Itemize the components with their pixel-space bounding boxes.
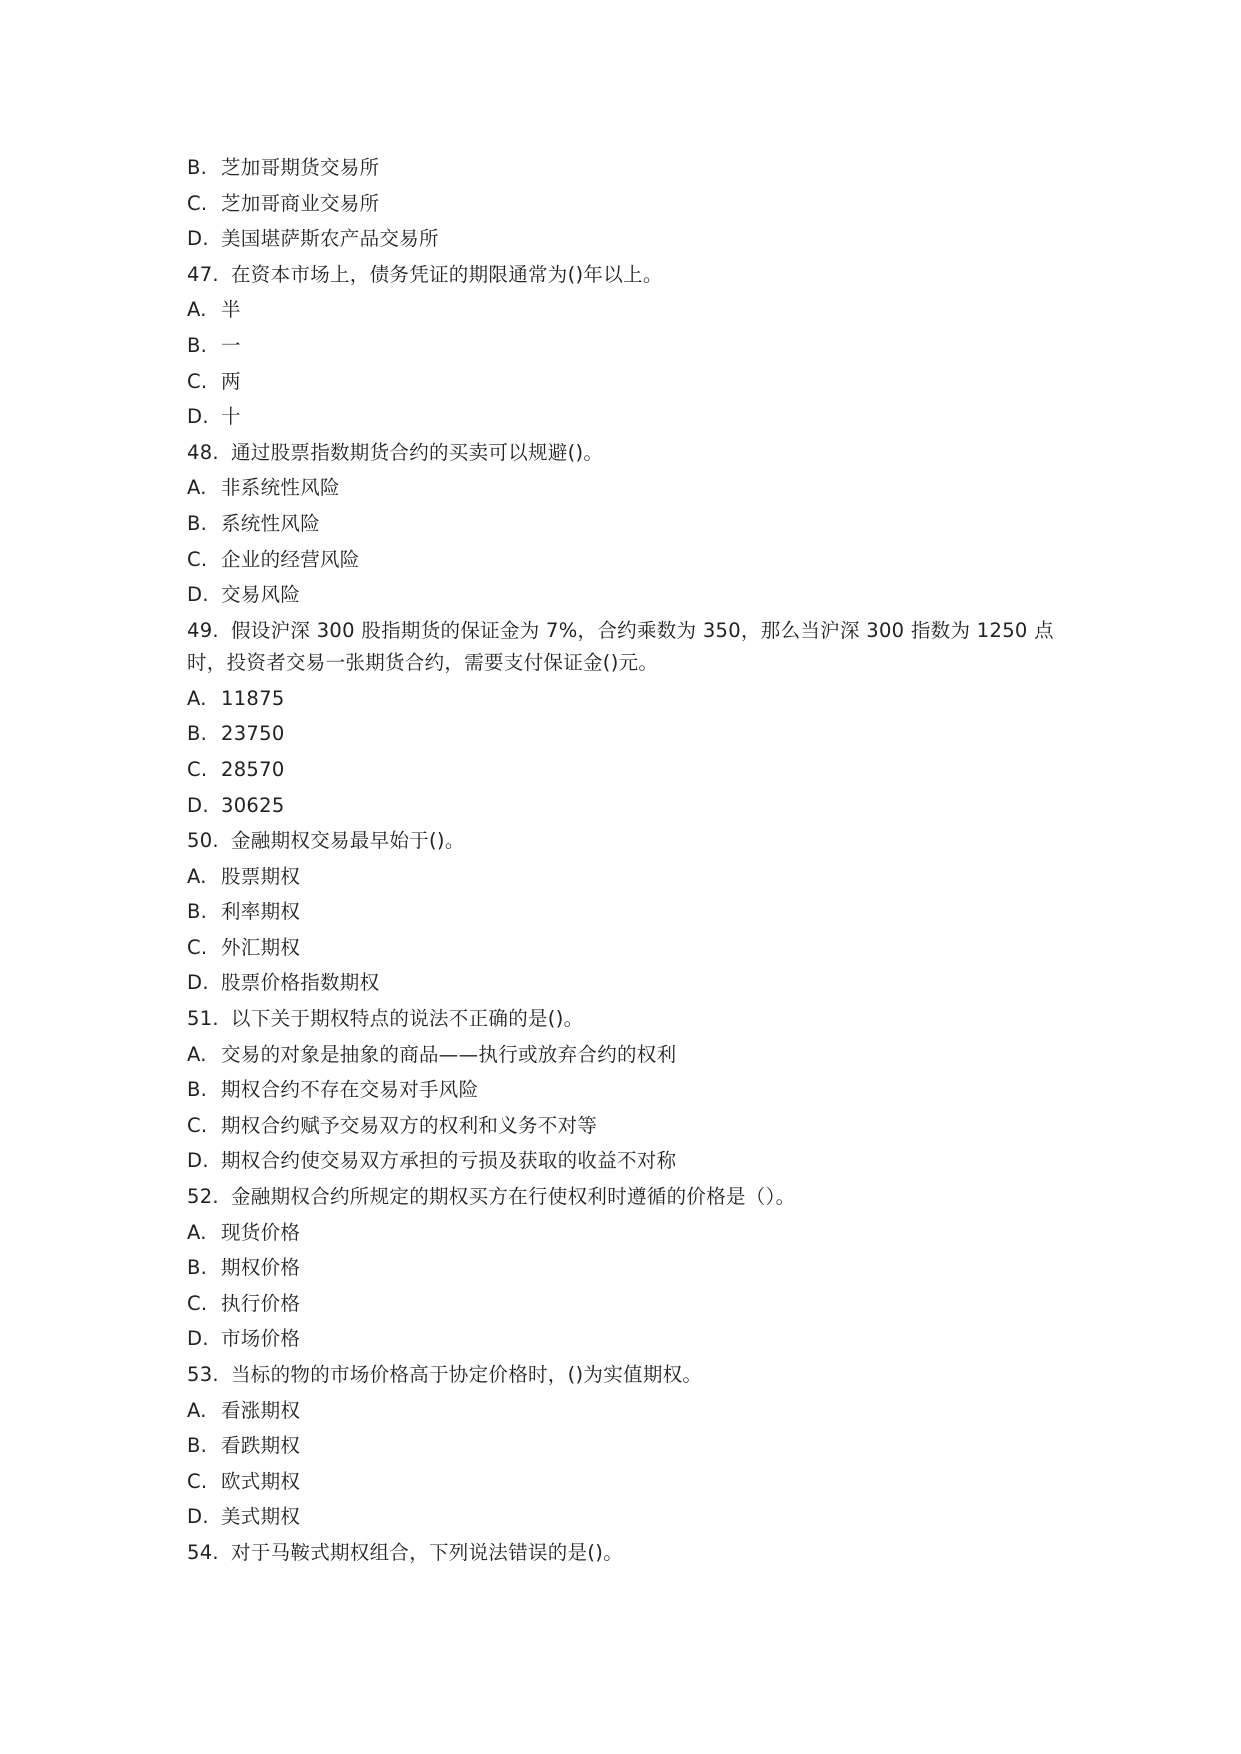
question-number: 49. xyxy=(187,618,219,642)
option-label: B. xyxy=(187,1256,208,1280)
option-label: D. xyxy=(187,1327,209,1351)
option-label: C. xyxy=(187,1469,208,1493)
option-text: 非系统性风险 xyxy=(221,476,340,500)
option-label: B. xyxy=(187,511,208,535)
option-line xyxy=(187,752,1067,788)
option-label: C. xyxy=(187,191,208,215)
option-text: 现货价格 xyxy=(221,1220,301,1244)
question-text: 当标的物的市场价格高于协定价格时，()为实值期权。 xyxy=(231,1363,703,1386)
option-text: 期权合约赋予交易双方的权利和义务不对等 xyxy=(221,1113,598,1137)
option-label: D. xyxy=(187,227,209,251)
option-line xyxy=(187,1321,1067,1357)
option-line xyxy=(187,894,1067,930)
option-line xyxy=(187,1286,1067,1322)
option-line xyxy=(187,150,1067,186)
question-text: 假设沪深 300 股指期货的保证金为 7%，合约乘数为 350，那么当沪深 300 指数为 1250 点时，投资者交易一张期货合约，需要支付保证金()元。 xyxy=(187,618,1054,674)
option-text: 芝加哥商业交易所 xyxy=(221,191,380,215)
question-text: 金融期权合约所规定的期权买方在行使权利时遵循的价格是（）。 xyxy=(231,1185,796,1209)
question-number: 53. xyxy=(187,1363,219,1386)
option-text: 芝加哥期货交易所 xyxy=(221,156,380,179)
option-line xyxy=(187,1499,1067,1535)
question-text: 对于马鞍式期权组合，下列说法错误的是()。 xyxy=(231,1540,624,1564)
question-line xyxy=(187,613,1067,681)
question-line xyxy=(187,1179,1067,1215)
option-text: 股票价格指数期权 xyxy=(221,971,380,995)
option-line xyxy=(187,681,1067,717)
option-label: A. xyxy=(187,1042,207,1066)
question-number: 47. xyxy=(187,262,219,286)
option-text: 市场价格 xyxy=(221,1327,301,1351)
option-label: B. xyxy=(187,900,208,924)
option-text: 期权价格 xyxy=(221,1256,301,1280)
option-text: 看涨期权 xyxy=(221,1398,301,1422)
option-line xyxy=(187,399,1067,435)
option-label: D. xyxy=(187,1505,209,1529)
option-label: A. xyxy=(187,686,207,710)
option-line xyxy=(187,1464,1067,1500)
question-text: 在资本市场上，债务凭证的期限通常为()年以上。 xyxy=(231,262,663,286)
option-line xyxy=(187,470,1067,506)
option-text: 系统性风险 xyxy=(221,511,321,535)
option-line xyxy=(187,930,1067,966)
option-text: 利率期权 xyxy=(221,900,301,924)
question-number: 48. xyxy=(187,440,219,464)
option-label: A. xyxy=(187,298,207,322)
option-label: A. xyxy=(187,476,207,500)
option-line xyxy=(187,328,1067,364)
question-text: 以下关于期权特点的说法不正确的是()。 xyxy=(231,1007,584,1031)
option-text: 美国堪萨斯农产品交易所 xyxy=(221,227,439,251)
question-number: 50. xyxy=(187,829,219,853)
option-label: B. xyxy=(187,1078,208,1102)
option-text: 28570 xyxy=(221,757,285,781)
question-text: 金融期权交易最早始于()。 xyxy=(231,829,465,853)
option-label: A. xyxy=(187,864,207,888)
option-line xyxy=(187,364,1067,400)
option-label: B. xyxy=(187,722,208,746)
question-line xyxy=(187,823,1067,859)
option-label: C. xyxy=(187,1291,208,1315)
option-line xyxy=(187,1037,1067,1073)
option-line xyxy=(187,292,1067,328)
option-label: B. xyxy=(187,1434,208,1458)
question-line xyxy=(187,435,1067,471)
option-text: 欧式期权 xyxy=(221,1469,301,1493)
option-line xyxy=(187,1072,1067,1108)
question-text: 通过股票指数期货合约的买卖可以规避()。 xyxy=(231,440,604,464)
option-label: D. xyxy=(187,1149,209,1173)
option-line xyxy=(187,716,1067,752)
option-text: 交易的对象是抽象的商品——执行或放弃合约的权利 xyxy=(221,1042,677,1066)
option-label: C. xyxy=(187,935,208,959)
option-label: C. xyxy=(187,1113,208,1137)
option-label: C. xyxy=(187,369,208,393)
option-label: D. xyxy=(187,405,209,429)
option-line xyxy=(187,542,1067,578)
option-line xyxy=(187,788,1067,824)
option-line xyxy=(187,1215,1067,1251)
option-label: A. xyxy=(187,1398,207,1422)
question-line xyxy=(187,1357,1067,1393)
option-label: C. xyxy=(187,757,208,781)
option-text: 半 xyxy=(221,298,241,322)
option-text: 30625 xyxy=(221,793,285,817)
question-number: 51. xyxy=(187,1007,219,1031)
option-text: 11875 xyxy=(221,686,285,710)
option-line xyxy=(187,506,1067,542)
option-text: 期权合约使交易双方承担的亏损及获取的收益不对称 xyxy=(221,1149,677,1173)
option-label: D. xyxy=(187,793,209,817)
option-text: 交易风险 xyxy=(221,583,301,607)
option-line xyxy=(187,1143,1067,1179)
option-text: 执行价格 xyxy=(221,1291,301,1315)
option-line xyxy=(187,221,1067,257)
question-list xyxy=(187,150,1067,1571)
option-line xyxy=(187,965,1067,1001)
option-line xyxy=(187,1428,1067,1464)
question-line xyxy=(187,1001,1067,1037)
option-label: B. xyxy=(187,333,208,357)
option-text: 两 xyxy=(221,369,241,393)
question-line xyxy=(187,1535,1067,1571)
option-text: 23750 xyxy=(221,722,285,746)
question-line xyxy=(187,257,1067,293)
option-text: 美式期权 xyxy=(221,1505,301,1529)
option-label: D. xyxy=(187,583,209,607)
option-text: 外汇期权 xyxy=(221,935,301,959)
option-text: 股票期权 xyxy=(221,864,301,888)
option-text: 一 xyxy=(221,333,241,357)
option-label: C. xyxy=(187,547,208,571)
option-line xyxy=(187,1393,1067,1429)
option-label: A. xyxy=(187,1220,207,1244)
option-label: D. xyxy=(187,971,209,995)
option-text: 十 xyxy=(221,405,241,429)
option-line xyxy=(187,577,1067,613)
option-label: B. xyxy=(187,156,208,179)
question-number: 52. xyxy=(187,1185,219,1209)
option-text: 企业的经营风险 xyxy=(221,547,360,571)
option-text: 期权合约不存在交易对手风险 xyxy=(221,1078,479,1102)
option-line xyxy=(187,186,1067,222)
option-text: 看跌期权 xyxy=(221,1434,301,1458)
question-number: 54. xyxy=(187,1540,219,1564)
option-line xyxy=(187,859,1067,895)
option-line xyxy=(187,1108,1067,1144)
option-line xyxy=(187,1250,1067,1286)
